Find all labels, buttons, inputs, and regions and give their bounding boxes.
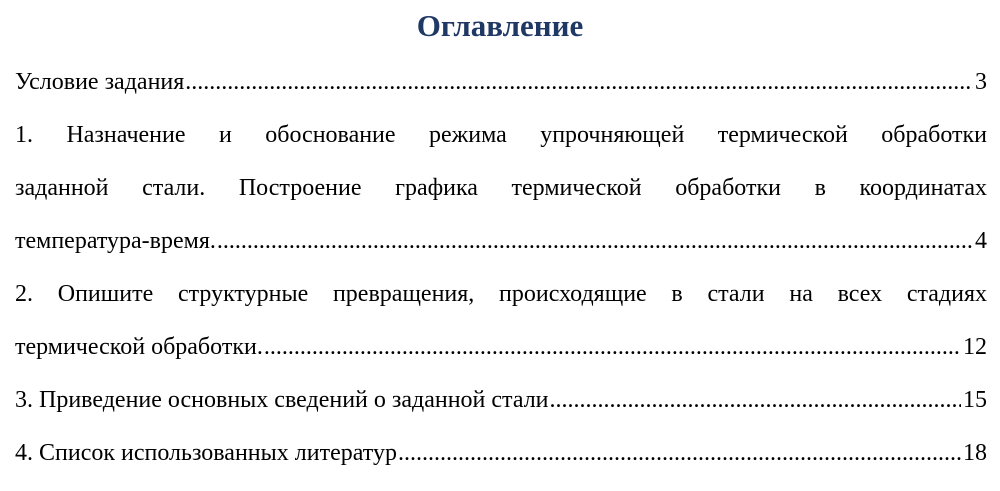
toc-entry-section-4[interactable] xyxy=(15,427,987,480)
toc-entry-text: заданной стали. Построение графика термической обработки в координатах xyxy=(15,175,987,201)
toc-entry-text: Условие задания xyxy=(15,69,185,95)
toc-entry-line xyxy=(15,56,987,109)
dot-leader xyxy=(217,215,973,268)
toc-entry-line xyxy=(15,427,987,480)
toc-entry-line xyxy=(15,215,987,268)
toc-entry-section-1[interactable] xyxy=(15,109,987,268)
toc-entry-text: 3. Приведение основных сведений о заданной стали xyxy=(15,387,549,413)
toc-entry-text: термической обработки. xyxy=(15,334,263,360)
toc-entry-section-3[interactable] xyxy=(15,374,987,427)
toc-page-number: 4 xyxy=(975,228,987,254)
toc-page-number: 18 xyxy=(963,440,987,466)
dot-leader xyxy=(550,374,961,427)
toc-entry-text: температура-время. xyxy=(15,228,216,254)
dot-leader xyxy=(185,56,973,109)
toc-entry-line xyxy=(15,374,987,427)
toc-entry-section-2[interactable] xyxy=(15,268,987,374)
table-of-contents xyxy=(15,56,987,480)
dot-leader xyxy=(264,321,961,374)
toc-page-number: 3 xyxy=(975,69,987,95)
toc-entry-text: 1. Назначение и обоснование режима упрочняющей термической обработки xyxy=(15,122,987,148)
toc-entry-line xyxy=(15,321,987,374)
dot-leader xyxy=(398,427,961,480)
toc-entry-text: 4. Список использованных литератур xyxy=(15,440,397,466)
toc-entry-text: 2. Опишите структурные превращения, происходящие в стали на всех стадиях xyxy=(15,281,987,307)
toc-page-number: 15 xyxy=(963,387,987,413)
toc-title: Оглавление xyxy=(416,8,584,43)
toc-entry-conditions[interactable] xyxy=(15,56,987,109)
toc-page-number: 12 xyxy=(963,334,987,360)
